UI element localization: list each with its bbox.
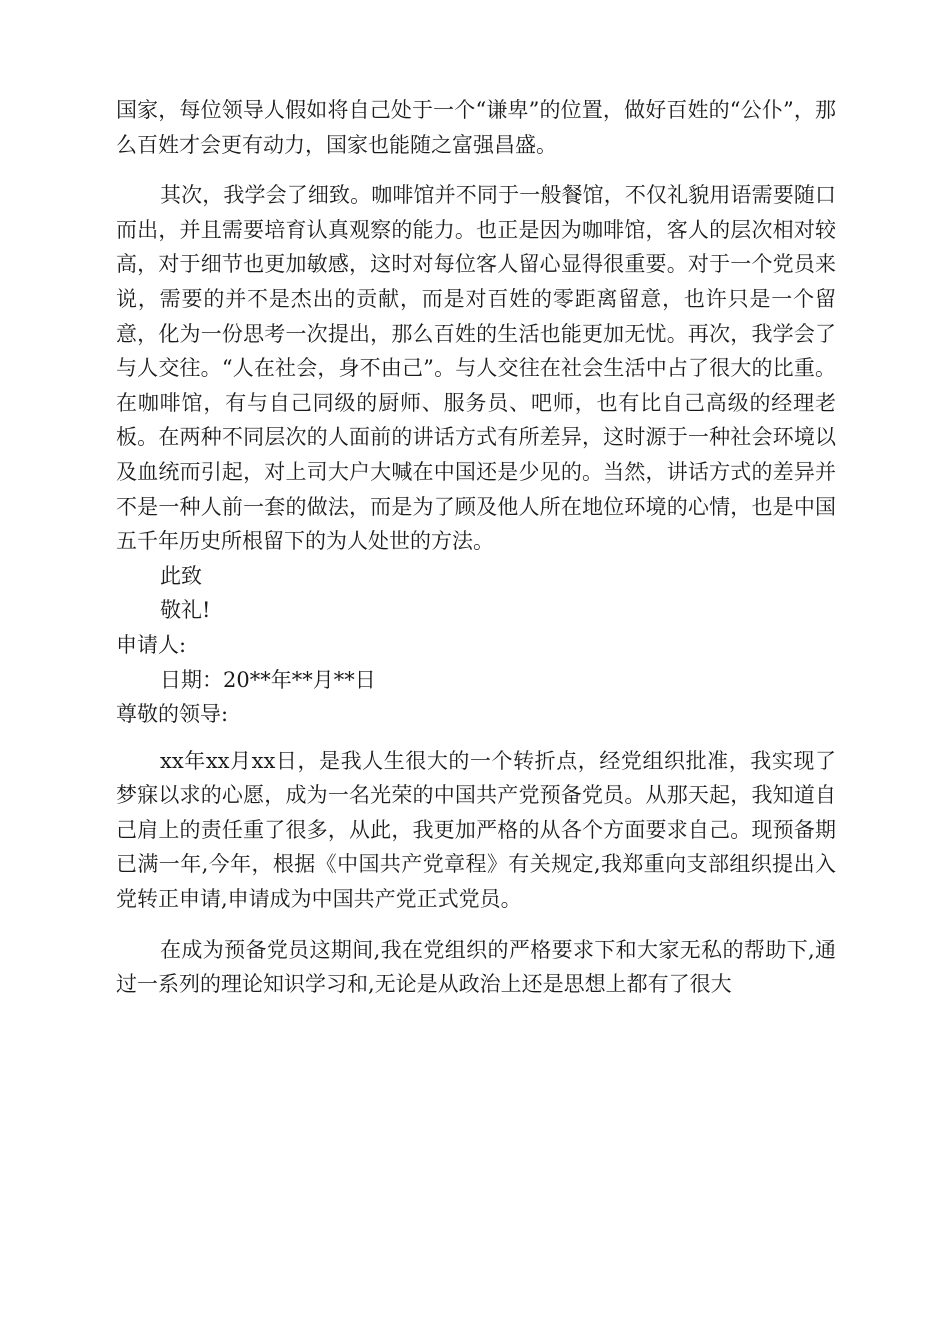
salutation: 尊敬的领导: xyxy=(116,702,229,727)
closing-cizhi: 此致 xyxy=(160,563,202,588)
date-line: 日期：20**年**月**日 xyxy=(160,667,376,692)
applicant-label: 申请人: xyxy=(116,632,187,657)
paragraph-probation-period: 在成为预备党员这期间,我在党组织的严格要求下和大家无私的帮助下,通过一系列的理论知识学习和,无论是从政治上还是思想上都有了很大 xyxy=(116,937,836,997)
closing-jingli: 敬礼! xyxy=(160,598,211,623)
paragraph-continuation: 国家，每位领导人假如将自己处于一个“谦卑”的位置，做好百姓的“公仆”，那么百姓才会更有动力，国家也能随之富强昌盛。 xyxy=(116,98,836,157)
paragraph-cafe-lessons: 其次，我学会了细致。咖啡馆并不同于一般餐馆，不仅礼貌用语需要随口而出，并且需要培育认真观察的能力。也正是因为咖啡馆，客人的层次相对较高，对于细节也更加敏感，这时对每位客人留心显得很重要。对于一个党员来说，需要的并不是杰出的贡献，而是对百姓的零距离留意，也许只是一个留意，化为一份思考一次提出，那么百姓的生活也能更加无忧。再次，我学会了与人交往。“人在社会，身不由己”。与人交往在社会生活中占了很大的比重。在咖啡馆，有与自己同级的厨师、服务员、吧师，也有比自己高级的经理老板。在两种不同层次的人面前的讲话方式有所差异，这时源于一种社会环境以及血统而引起，对上司大户大喊在中国还是少见的。当然，讲话方式的差异并不是一种人前一套的做法，而是为了顾及他人所在地位环境的心情，也是中国五千年历史所根留下的为人处世的方法。 xyxy=(116,183,836,554)
paragraph-promotion: xx年xx月xx日，是我人生很大的一个转折点，经党组织批准，我实现了梦寐以求的心愿，成为一名光荣的中国共产党预备党员。从那天起，我知道自己肩上的责任重了很多，从此，我更加严格的从各个方面要求自己。现预备期已满一年,今年，根据《中国共产党章程》有关规定,我郑重向支部组织提出入党转正申请,申请成为中国共产党正式党员。 xyxy=(116,748,836,912)
document-page xyxy=(116,93,836,1002)
